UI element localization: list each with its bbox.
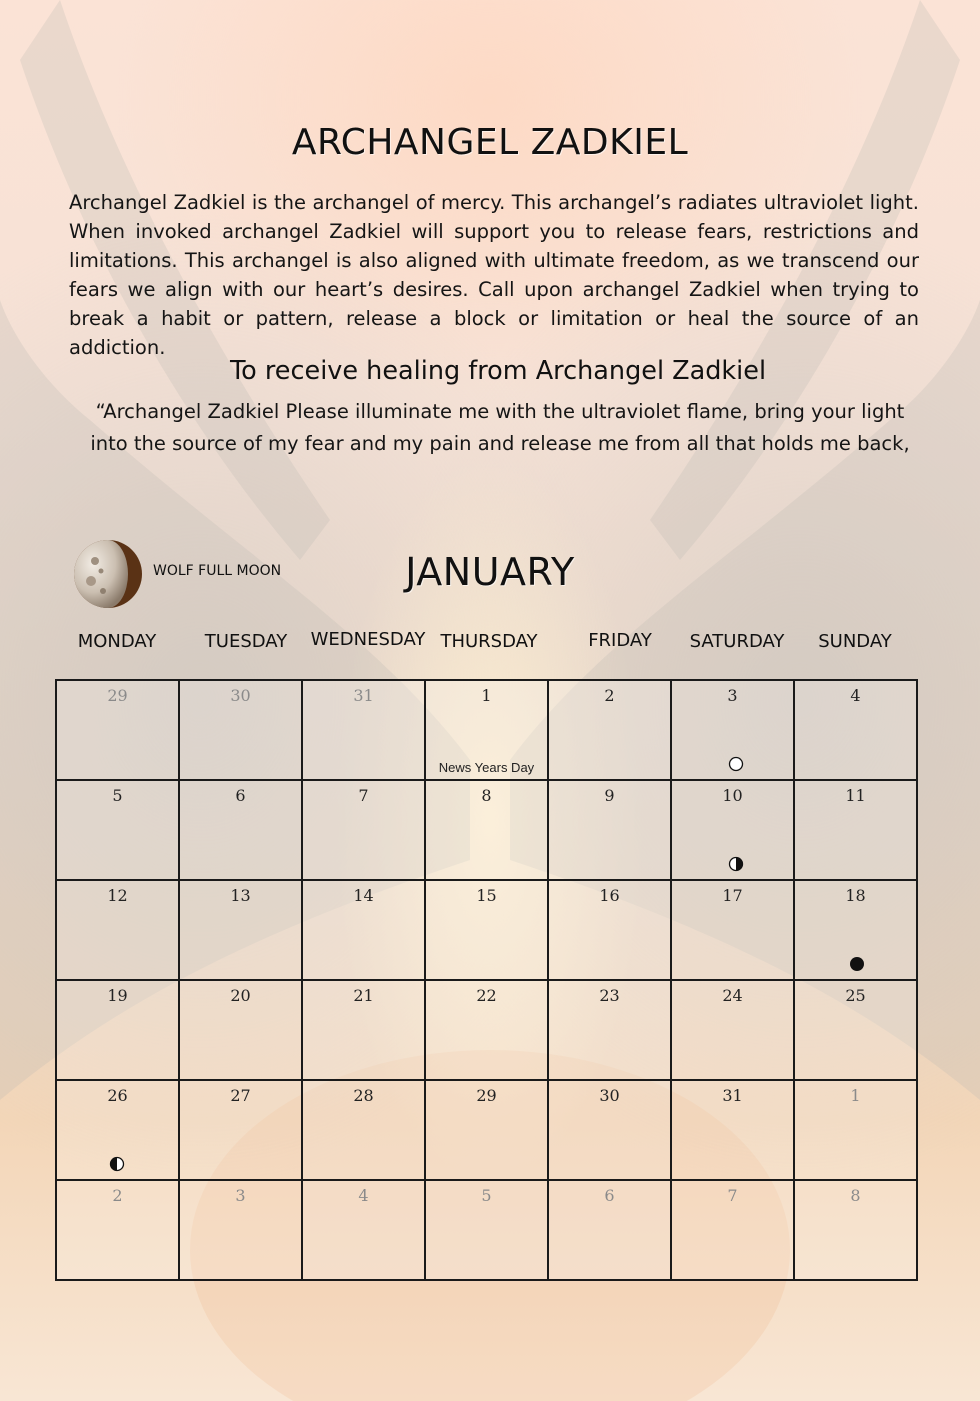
calendar-day-cell[interactable]	[794, 1180, 917, 1280]
last-quarter-moon-icon	[728, 856, 744, 876]
calendar-week-row	[56, 980, 917, 1080]
day-number: 2	[112, 1186, 123, 1205]
calendar-day-cell[interactable]	[56, 1180, 179, 1280]
weekday-thursday: THURSDAY	[440, 631, 538, 652]
day-number: 29	[476, 1086, 497, 1105]
calendar-day-cell[interactable]	[671, 880, 794, 980]
day-number: 15	[476, 886, 497, 905]
new-moon-icon	[849, 956, 865, 976]
calendar-day-cell[interactable]	[302, 980, 425, 1080]
calendar-day-cell[interactable]	[179, 680, 302, 780]
month-title: JANUARY	[405, 550, 575, 594]
weekday-wednesday: WEDNESDAY	[310, 629, 426, 650]
full-moon-icon	[728, 756, 744, 776]
calendar-day-cell[interactable]	[548, 880, 671, 980]
calendar-grid	[55, 679, 918, 1281]
calendar-day-cell[interactable]	[179, 880, 302, 980]
calendar-day-cell[interactable]	[794, 980, 917, 1080]
day-number: 9	[604, 786, 615, 805]
day-number: 24	[722, 986, 743, 1005]
day-number: 20	[230, 986, 251, 1005]
day-number: 11	[845, 786, 866, 805]
day-number: 12	[107, 886, 128, 905]
prayer-line-1: “Archangel Zadkiel Please illuminate me with the ultraviolet flame, bring your light	[95, 400, 905, 423]
day-number: 30	[230, 686, 251, 705]
day-number: 14	[353, 886, 374, 905]
calendar-day-cell[interactable]	[548, 1080, 671, 1180]
day-number: 16	[599, 886, 620, 905]
day-number: 26	[107, 1086, 128, 1105]
calendar-day-cell[interactable]	[56, 1080, 179, 1180]
day-number: 6	[235, 786, 246, 805]
prayer-line-2: into the source of my fear and my pain and release me from all that holds me back,	[90, 432, 910, 455]
calendar-day-cell[interactable]	[56, 680, 179, 780]
page-title: ARCHANGEL ZADKIEL	[291, 122, 689, 163]
day-number: 5	[112, 786, 123, 805]
calendar-day-cell[interactable]	[425, 780, 548, 880]
calendar-day-cell[interactable]	[671, 1180, 794, 1280]
calendar-week-row	[56, 1180, 917, 1280]
weekday-saturday: SATURDAY	[689, 631, 785, 652]
calendar-week-row	[56, 880, 917, 980]
calendar-day-cell[interactable]	[302, 1080, 425, 1180]
weekday-monday: MONDAY	[77, 631, 157, 652]
intro-paragraph: Archangel Zadkiel is the archangel of mercy. This archangel’s radiates ultraviolet light. When invoked archangel Zadkiel will support you to release fears, restrictions and limitations. This archangel is also aligned with ultimate freedom, as we transcend our fears we align with our heart’s desires. Call upon archangel Zadkiel when trying to break a habit or pattern, release a block or limitation or heal the source of an addiction.	[69, 191, 919, 359]
day-number: 30	[599, 1086, 620, 1105]
day-number: 27	[230, 1086, 251, 1105]
day-number: 23	[599, 986, 620, 1005]
calendar-week-row	[56, 780, 917, 880]
calendar-day-cell[interactable]	[425, 1080, 548, 1180]
first-quarter-moon-icon	[109, 1156, 125, 1176]
day-number: 31	[722, 1086, 743, 1105]
weekday-friday: FRIDAY	[588, 630, 652, 651]
day-number: 3	[727, 686, 738, 705]
calendar-day-cell[interactable]	[179, 1080, 302, 1180]
calendar-day-cell[interactable]	[302, 680, 425, 780]
weekday-sunday: SUNDAY	[818, 631, 892, 652]
day-number: 8	[850, 1186, 861, 1205]
day-number: 17	[722, 886, 743, 905]
calendar-day-cell[interactable]	[302, 880, 425, 980]
calendar-day-cell[interactable]	[671, 980, 794, 1080]
calendar-day-cell[interactable]	[794, 680, 917, 780]
day-number: 5	[481, 1186, 492, 1205]
calendar-day-cell[interactable]	[56, 980, 179, 1080]
day-number: 1	[850, 1086, 861, 1105]
day-number: 18	[845, 886, 866, 905]
calendar-day-cell[interactable]	[179, 1180, 302, 1280]
calendar-day-cell[interactable]	[671, 780, 794, 880]
calendar-day-cell[interactable]	[794, 880, 917, 980]
day-number: 4	[358, 1186, 369, 1205]
calendar-day-cell[interactable]	[671, 1080, 794, 1180]
calendar-day-cell[interactable]	[548, 980, 671, 1080]
calendar-week-row	[56, 1080, 917, 1180]
day-number: 3	[235, 1186, 246, 1205]
day-event-label: News Years Day	[438, 760, 535, 775]
calendar-day-cell[interactable]	[548, 780, 671, 880]
day-number: 25	[845, 986, 866, 1005]
day-number: 6	[604, 1186, 615, 1205]
day-number: 29	[107, 686, 128, 705]
day-number: 4	[850, 686, 861, 705]
calendar-day-cell[interactable]	[56, 880, 179, 980]
calendar-day-cell[interactable]	[548, 1180, 671, 1280]
calendar-day-cell[interactable]	[56, 780, 179, 880]
calendar-day-cell[interactable]	[425, 1180, 548, 1280]
day-number: 22	[476, 986, 497, 1005]
calendar-day-cell[interactable]	[548, 680, 671, 780]
calendar-day-cell[interactable]	[425, 980, 548, 1080]
day-number: 8	[481, 786, 492, 805]
calendar-day-cell[interactable]	[425, 680, 548, 780]
calendar-day-cell[interactable]	[671, 680, 794, 780]
day-number: 28	[353, 1086, 374, 1105]
calendar-week-row	[56, 680, 917, 780]
day-number: 2	[604, 686, 615, 705]
day-number: 21	[353, 986, 374, 1005]
day-number: 13	[230, 886, 251, 905]
calendar-day-cell[interactable]	[179, 980, 302, 1080]
prayer-heading: To receive healing from Archangel Zadkiel	[229, 356, 767, 386]
calendar-day-cell[interactable]	[302, 1180, 425, 1280]
day-number: 10	[722, 786, 743, 805]
calendar-day-cell[interactable]	[179, 780, 302, 880]
weekday-tuesday: TUESDAY	[204, 631, 288, 652]
day-number: 7	[358, 786, 369, 805]
prayer-text	[60, 396, 940, 460]
calendar-day-cell[interactable]	[794, 1080, 917, 1180]
day-number: 7	[727, 1186, 738, 1205]
calendar-day-cell[interactable]	[794, 780, 917, 880]
day-number: 31	[353, 686, 374, 705]
day-number: 19	[107, 986, 128, 1005]
moon-badge-label: WOLF FULL MOON	[153, 563, 282, 579]
day-number: 1	[481, 686, 492, 705]
calendar-day-cell[interactable]	[302, 780, 425, 880]
calendar-day-cell[interactable]	[425, 880, 548, 980]
